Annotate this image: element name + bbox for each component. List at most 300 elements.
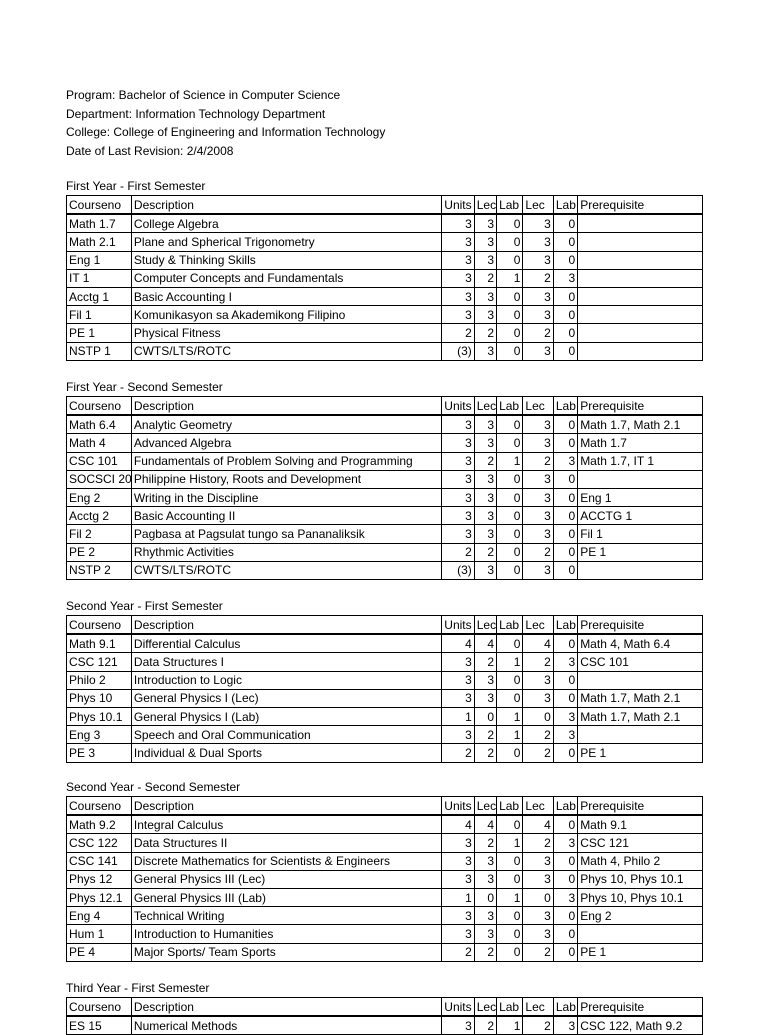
column-header: Prerequisite (578, 998, 703, 1017)
semester-block (66, 597, 703, 763)
table-cell: 3 (474, 470, 496, 488)
table-cell: Study & Thinking Skills (131, 251, 441, 269)
table-cell: Eng 4 (67, 907, 132, 925)
column-header: Description (131, 196, 441, 215)
department-line: Department: Information Technology Department (66, 106, 326, 121)
table-cell: General Physics III (Lab) (131, 888, 441, 906)
table-row (67, 415, 703, 434)
table-cell: Math 4 (67, 434, 132, 452)
table-cell: General Physics I (Lec) (131, 689, 441, 707)
college-line: College: College of Engineering and Information Technology (66, 125, 386, 139)
column-header: Description (131, 797, 441, 816)
column-header: Units (442, 196, 474, 215)
table-cell: 0 (553, 287, 577, 305)
column-header: Courseno (67, 196, 132, 215)
table-cell: 0 (497, 543, 523, 561)
column-header: Lec (474, 196, 496, 215)
table-cell: Data Structures I (131, 653, 441, 671)
table-cell: 3 (523, 925, 553, 943)
table-cell: 0 (523, 707, 553, 725)
table-cell (578, 233, 703, 251)
semester-title: Third Year - First Semester (66, 981, 210, 995)
table-cell: 2 (523, 269, 553, 287)
table-cell: PE 1 (67, 324, 132, 342)
table-cell: Fundamentals of Problem Solving and Programming (131, 452, 441, 470)
table-cell: Math 6.4 (67, 415, 132, 434)
table-cell: Introduction to Humanities (131, 925, 441, 943)
table-cell: 2 (523, 452, 553, 470)
column-header: Lab (553, 196, 577, 215)
table-cell: 2 (474, 744, 496, 762)
table-cell: 2 (474, 726, 496, 744)
table-cell: 0 (553, 324, 577, 342)
table-cell: Phys 12.1 (67, 888, 132, 906)
semester-title: Second Year - Second Semester (66, 780, 241, 794)
column-header: Lec (523, 797, 553, 816)
table-cell: Basic Accounting II (131, 507, 441, 525)
table-cell: 2 (523, 324, 553, 342)
table-cell: Math 2.1 (67, 233, 132, 251)
table-cell: PE 3 (67, 744, 132, 762)
table-cell: NSTP 1 (67, 342, 132, 360)
table-cell: Phys 10.1 (67, 707, 132, 725)
table-cell: Advanced Algebra (131, 434, 441, 452)
table-cell: 3 (523, 561, 553, 579)
table-cell: 3 (442, 415, 474, 434)
column-header: Units (442, 397, 474, 416)
table-cell (578, 925, 703, 943)
table-cell: College Algebra (131, 214, 441, 233)
table-cell: 3 (523, 507, 553, 525)
table-cell: 2 (474, 834, 496, 852)
table-cell: 0 (497, 507, 523, 525)
table-cell (578, 561, 703, 579)
table-cell: 3 (442, 251, 474, 269)
table-cell: Math 1.7, IT 1 (578, 452, 703, 470)
column-header: Courseno (67, 616, 132, 635)
column-header: Courseno (67, 998, 132, 1017)
table-cell: 1 (497, 888, 523, 906)
table-cell: 0 (474, 888, 496, 906)
table-cell: Eng 2 (578, 907, 703, 925)
table-cell: 3 (474, 342, 496, 360)
table-cell: IT 1 (67, 269, 132, 287)
table-row (67, 852, 703, 870)
column-header: Prerequisite (578, 616, 703, 635)
column-header: Prerequisite (578, 797, 703, 816)
table-cell: 0 (497, 214, 523, 233)
table-row (67, 525, 703, 543)
table-cell: Math 1.7, Math 2.1 (578, 415, 703, 434)
table-row (67, 214, 703, 233)
table-cell: 3 (523, 214, 553, 233)
column-header: Lab (553, 797, 577, 816)
table-cell: 3 (442, 689, 474, 707)
table-cell: 3 (523, 233, 553, 251)
table-cell: 3 (553, 1016, 577, 1035)
table-cell: 3 (523, 342, 553, 360)
table-cell: 2 (442, 744, 474, 762)
column-header: Lec (474, 998, 496, 1017)
table-cell: 3 (442, 653, 474, 671)
table-cell: 1 (497, 834, 523, 852)
table-cell (578, 470, 703, 488)
table-cell: CSC 122 (67, 834, 132, 852)
table-cell: Math 9.2 (67, 815, 132, 834)
table-cell: 3 (474, 852, 496, 870)
table-cell: 3 (474, 671, 496, 689)
table-cell: 3 (474, 233, 496, 251)
table-cell: 0 (553, 815, 577, 834)
table-cell: 3 (523, 251, 553, 269)
table-cell: Rhythmic Activities (131, 543, 441, 561)
table-cell: 0 (497, 306, 523, 324)
table-cell: 3 (442, 470, 474, 488)
table-cell: 0 (497, 251, 523, 269)
course-table (66, 796, 703, 962)
table-cell: 0 (553, 852, 577, 870)
table-cell: 0 (497, 415, 523, 434)
table-row (67, 269, 703, 287)
table-cell: Eng 1 (578, 488, 703, 506)
column-header: Units (442, 998, 474, 1017)
table-cell: CSC 101 (67, 452, 132, 470)
table-cell: 0 (497, 744, 523, 762)
table-cell: 3 (474, 415, 496, 434)
table-cell: 2 (474, 1016, 496, 1035)
table-cell: Introduction to Logic (131, 671, 441, 689)
table-cell: 3 (523, 671, 553, 689)
table-cell: 3 (523, 306, 553, 324)
table-cell: 3 (523, 470, 553, 488)
table-cell: 2 (442, 943, 474, 961)
table-cell: 0 (497, 671, 523, 689)
table-cell: 3 (442, 834, 474, 852)
table-cell: Math 1.7 (578, 434, 703, 452)
table-row (67, 744, 703, 762)
table-cell (578, 671, 703, 689)
table-row (67, 1016, 703, 1035)
table-cell: 3 (523, 907, 553, 925)
table-cell: 2 (474, 543, 496, 561)
document-header (66, 86, 385, 160)
table-cell: 3 (474, 870, 496, 888)
table-cell: 0 (553, 634, 577, 653)
table-cell: General Physics III (Lec) (131, 870, 441, 888)
column-header: Prerequisite (578, 397, 703, 416)
table-cell: PE 2 (67, 543, 132, 561)
table-cell: CSC 121 (67, 653, 132, 671)
table-cell: Computer Concepts and Fundamentals (131, 269, 441, 287)
table-cell: 2 (474, 269, 496, 287)
table-cell: 3 (442, 870, 474, 888)
table-cell: 3 (442, 852, 474, 870)
table-cell: Acctg 2 (67, 507, 132, 525)
table-row (67, 634, 703, 653)
table-row (67, 251, 703, 269)
table-cell: 3 (442, 434, 474, 452)
table-cell: PE 1 (578, 943, 703, 961)
course-table (66, 615, 703, 763)
table-cell: 0 (553, 561, 577, 579)
table-cell: 3 (442, 214, 474, 233)
table-cell: 2 (523, 943, 553, 961)
table-cell: 2 (474, 653, 496, 671)
column-header: Lec (474, 397, 496, 416)
table-cell: Math 4, Philo 2 (578, 852, 703, 870)
table-cell: Math 1.7 (67, 214, 132, 233)
table-cell: 1 (497, 653, 523, 671)
table-cell (578, 726, 703, 744)
table-cell: 3 (523, 689, 553, 707)
table-cell: 0 (553, 415, 577, 434)
column-header: Lec (523, 998, 553, 1017)
table-cell: 3 (442, 907, 474, 925)
table-cell: Analytic Geometry (131, 415, 441, 434)
table-row (67, 287, 703, 305)
table-header-row (67, 196, 703, 215)
table-cell (578, 306, 703, 324)
column-header: Description (131, 397, 441, 416)
table-cell: 3 (442, 671, 474, 689)
table-cell (578, 214, 703, 233)
revision-date-line: Date of Last Revision: 2/4/2008 (66, 143, 234, 158)
table-cell: 3 (523, 287, 553, 305)
table-cell: 3 (474, 214, 496, 233)
table-cell: 3 (442, 269, 474, 287)
column-header: Lab (497, 196, 523, 215)
table-cell: Differential Calculus (131, 634, 441, 653)
table-cell: Speech and Oral Communication (131, 726, 441, 744)
table-cell: CWTS/LTS/ROTC (131, 561, 441, 579)
table-row (67, 233, 703, 251)
column-header: Lab (553, 616, 577, 635)
table-cell: 2 (474, 324, 496, 342)
column-header: Lec (523, 196, 553, 215)
table-cell: 3 (553, 888, 577, 906)
table-cell: Eng 1 (67, 251, 132, 269)
table-cell: Hum 1 (67, 925, 132, 943)
table-cell: Basic Accounting I (131, 287, 441, 305)
table-cell: 3 (474, 434, 496, 452)
table-cell: 0 (497, 925, 523, 943)
column-header: Description (131, 998, 441, 1017)
table-cell: 0 (553, 907, 577, 925)
table-cell: 1 (497, 707, 523, 725)
table-cell: 0 (553, 488, 577, 506)
table-cell: CSC 141 (67, 852, 132, 870)
table-cell: CSC 121 (578, 834, 703, 852)
table-cell: 1 (442, 888, 474, 906)
table-cell: 2 (523, 543, 553, 561)
table-cell: 0 (497, 634, 523, 653)
table-cell: 2 (523, 726, 553, 744)
table-cell: ES 15 (67, 1016, 132, 1035)
table-cell: 3 (442, 726, 474, 744)
column-header: Lec (523, 616, 553, 635)
column-header: Lab (497, 797, 523, 816)
table-cell: 3 (553, 726, 577, 744)
table-row (67, 507, 703, 525)
table-row (67, 689, 703, 707)
semester-title: First Year - Second Semester (66, 380, 223, 394)
table-cell (578, 269, 703, 287)
table-cell: 3 (442, 287, 474, 305)
column-header: Description (131, 616, 441, 635)
table-cell: 0 (497, 342, 523, 360)
table-cell: 0 (497, 943, 523, 961)
table-cell: 0 (553, 434, 577, 452)
program-line: Program: Bachelor of Science in Computer Science (66, 88, 341, 102)
table-cell: Pagbasa at Pagsulat tungo sa Pananaliksik (131, 525, 441, 543)
column-header: Lec (474, 616, 496, 635)
table-cell: Physical Fitness (131, 324, 441, 342)
table-cell: 0 (553, 306, 577, 324)
table-cell: 3 (553, 653, 577, 671)
table-cell: CSC 122, Math 9.2 (578, 1016, 703, 1035)
table-cell: 4 (442, 815, 474, 834)
table-cell: Philippine History, Roots and Development (131, 470, 441, 488)
table-cell: 0 (553, 925, 577, 943)
table-cell: 3 (474, 488, 496, 506)
table-cell: 0 (553, 943, 577, 961)
table-cell: 1 (442, 707, 474, 725)
course-table (66, 396, 703, 580)
table-cell: 0 (497, 907, 523, 925)
table-cell: 3 (523, 870, 553, 888)
table-cell: CSC 101 (578, 653, 703, 671)
table-cell: Komunikasyon sa Akademikong Filipino (131, 306, 441, 324)
table-cell: Math 4, Math 6.4 (578, 634, 703, 653)
table-cell: Phys 10 (67, 689, 132, 707)
table-cell: 3 (442, 1016, 474, 1035)
column-header: Lab (497, 616, 523, 635)
table-cell: 0 (497, 233, 523, 251)
table-row (67, 561, 703, 579)
table-row (67, 434, 703, 452)
table-row (67, 324, 703, 342)
table-cell: 3 (523, 434, 553, 452)
table-cell: 3 (474, 925, 496, 943)
table-row (67, 306, 703, 324)
table-cell: 0 (553, 525, 577, 543)
table-cell: Phys 10, Phys 10.1 (578, 870, 703, 888)
table-cell: 0 (553, 251, 577, 269)
table-cell: 0 (553, 507, 577, 525)
column-header: Prerequisite (578, 196, 703, 215)
table-cell: 0 (497, 287, 523, 305)
table-cell: 3 (442, 452, 474, 470)
table-cell: 1 (497, 726, 523, 744)
table-cell: Phys 12 (67, 870, 132, 888)
table-cell: 0 (497, 434, 523, 452)
table-cell: Math 9.1 (578, 815, 703, 834)
table-cell: 3 (442, 233, 474, 251)
table-cell: Philo 2 (67, 671, 132, 689)
table-cell: 2 (523, 834, 553, 852)
semester-title: First Year - First Semester (66, 179, 206, 193)
table-cell: 2 (523, 1016, 553, 1035)
table-row (67, 653, 703, 671)
table-header-row (67, 397, 703, 416)
table-cell: Acctg 1 (67, 287, 132, 305)
table-row (67, 943, 703, 961)
table-row (67, 907, 703, 925)
table-cell: 1 (497, 452, 523, 470)
table-cell: 3 (474, 689, 496, 707)
table-cell: 3 (523, 525, 553, 543)
table-cell: 2 (442, 543, 474, 561)
table-row (67, 815, 703, 834)
table-cell: 3 (474, 525, 496, 543)
table-cell: Individual & Dual Sports (131, 744, 441, 762)
table-header-row (67, 797, 703, 816)
table-cell: 3 (474, 561, 496, 579)
course-table (66, 195, 703, 361)
table-row (67, 342, 703, 360)
table-cell: 0 (553, 870, 577, 888)
table-cell: 3 (474, 287, 496, 305)
column-header: Lab (553, 998, 577, 1017)
table-cell: 4 (474, 634, 496, 653)
table-cell: 0 (553, 671, 577, 689)
table-cell: 2 (523, 744, 553, 762)
table-cell: 3 (523, 852, 553, 870)
table-cell: 3 (553, 834, 577, 852)
table-cell: Discrete Mathematics for Scientists & Engineers (131, 852, 441, 870)
table-cell: (3) (442, 342, 474, 360)
table-cell: General Physics I (Lab) (131, 707, 441, 725)
semester-block (66, 778, 703, 962)
table-cell: 0 (553, 689, 577, 707)
table-row (67, 707, 703, 725)
table-cell: 3 (553, 452, 577, 470)
table-cell: 2 (474, 452, 496, 470)
column-header: Lab (497, 998, 523, 1017)
table-cell: 0 (497, 689, 523, 707)
column-header: Units (442, 797, 474, 816)
table-cell: 4 (442, 634, 474, 653)
table-cell: Math 1.7, Math 2.1 (578, 707, 703, 725)
table-cell: 3 (474, 251, 496, 269)
table-cell: (3) (442, 561, 474, 579)
table-cell: Math 9.1 (67, 634, 132, 653)
table-row (67, 888, 703, 906)
table-cell: 4 (474, 815, 496, 834)
column-header: Units (442, 616, 474, 635)
table-cell: 3 (442, 488, 474, 506)
table-cell: 0 (553, 342, 577, 360)
semester-block (66, 979, 703, 1035)
table-cell: SOCSCI 20 (67, 470, 132, 488)
table-cell: Data Structures II (131, 834, 441, 852)
table-cell: 0 (497, 852, 523, 870)
table-cell: 3 (553, 269, 577, 287)
table-cell: 0 (523, 888, 553, 906)
table-cell: Technical Writing (131, 907, 441, 925)
table-cell: Plane and Spherical Trigonometry (131, 233, 441, 251)
table-cell: Major Sports/ Team Sports (131, 943, 441, 961)
table-row (67, 671, 703, 689)
table-cell: Numerical Methods (131, 1016, 441, 1035)
table-cell: Fil 1 (67, 306, 132, 324)
table-cell: PE 4 (67, 943, 132, 961)
table-cell: 3 (523, 488, 553, 506)
table-cell: 4 (523, 634, 553, 653)
table-cell: Fil 2 (67, 525, 132, 543)
column-header: Courseno (67, 797, 132, 816)
table-row (67, 726, 703, 744)
